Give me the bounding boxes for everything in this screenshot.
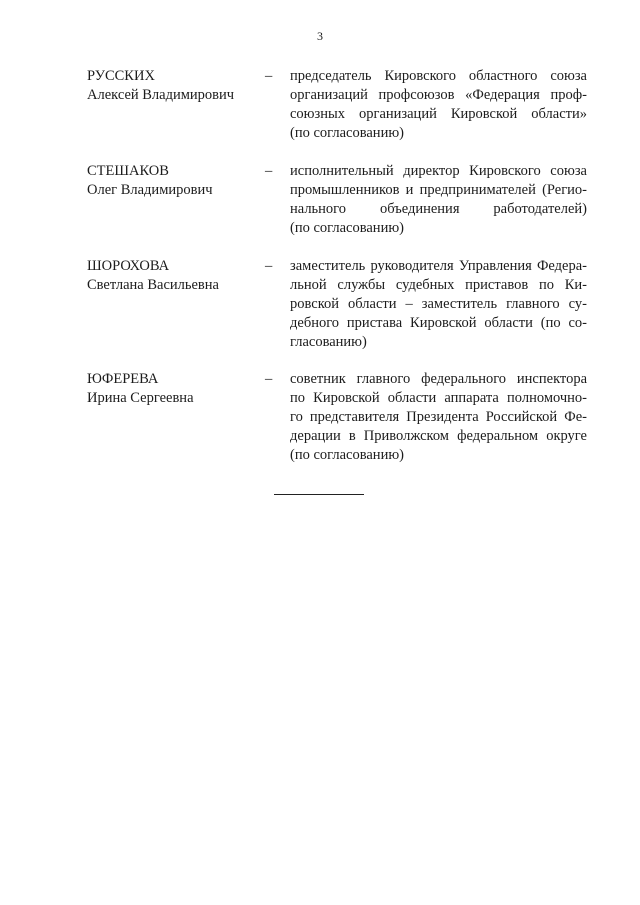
member-name	[87, 257, 257, 295]
dash-separator: –	[265, 258, 273, 274]
end-separator-line	[274, 494, 364, 495]
role-line: исполнительный директор Кировского союза	[290, 163, 587, 179]
dash-separator: –	[265, 371, 273, 387]
member-role	[290, 162, 587, 238]
role-line: дерации в Приволжском федеральном округе	[290, 428, 587, 444]
member-surname: ЮФЕРЕВА	[87, 371, 159, 387]
role-line: гласованию)	[290, 334, 367, 350]
role-line: (по согласованию)	[290, 125, 404, 141]
role-line: организаций профсоюзов «Федерация проф-	[290, 87, 587, 103]
role-line: нального объединения работодателей)	[290, 201, 587, 217]
dash-separator: –	[265, 163, 273, 179]
role-line: советник главного федерального инспектора	[290, 371, 587, 387]
member-role	[290, 257, 587, 352]
member-given-names: Светлана Васильевна	[87, 277, 219, 293]
member-role	[290, 370, 587, 465]
member-name	[87, 162, 257, 200]
member-surname: СТЕШАКОВ	[87, 163, 169, 179]
role-line: (по согласованию)	[290, 447, 404, 463]
member-given-names: Ирина Сергеевна	[87, 390, 194, 406]
role-line: промышленников и предпринимателей (Регио-	[290, 182, 587, 198]
page-number: 3	[317, 29, 323, 43]
role-line: ровской области – заместитель главного су-	[290, 296, 587, 312]
role-line: дебного пристава Кировской области (по со-	[290, 315, 587, 331]
member-surname: ШОРОХОВА	[87, 258, 170, 274]
member-name	[87, 370, 257, 408]
role-line: по Кировской области аппарата полномочно-	[290, 390, 587, 406]
member-given-names: Алексей Владимирович	[87, 87, 235, 103]
member-name	[87, 67, 257, 105]
role-line: председатель Кировского областного союза	[290, 68, 587, 84]
role-line: льной службы судебных приставов по Ки-	[290, 277, 587, 293]
role-line: го представителя Президента Российской Фе-	[290, 409, 587, 425]
member-given-names: Олег Владимирович	[87, 182, 213, 198]
role-line: союзных организаций Кировской области»	[290, 106, 587, 122]
role-line: (по согласованию)	[290, 220, 404, 236]
dash-separator: –	[265, 68, 273, 84]
role-line: заместитель руководителя Управления Федера-	[290, 258, 587, 274]
member-role	[290, 67, 587, 143]
member-surname: РУССКИХ	[87, 68, 155, 84]
